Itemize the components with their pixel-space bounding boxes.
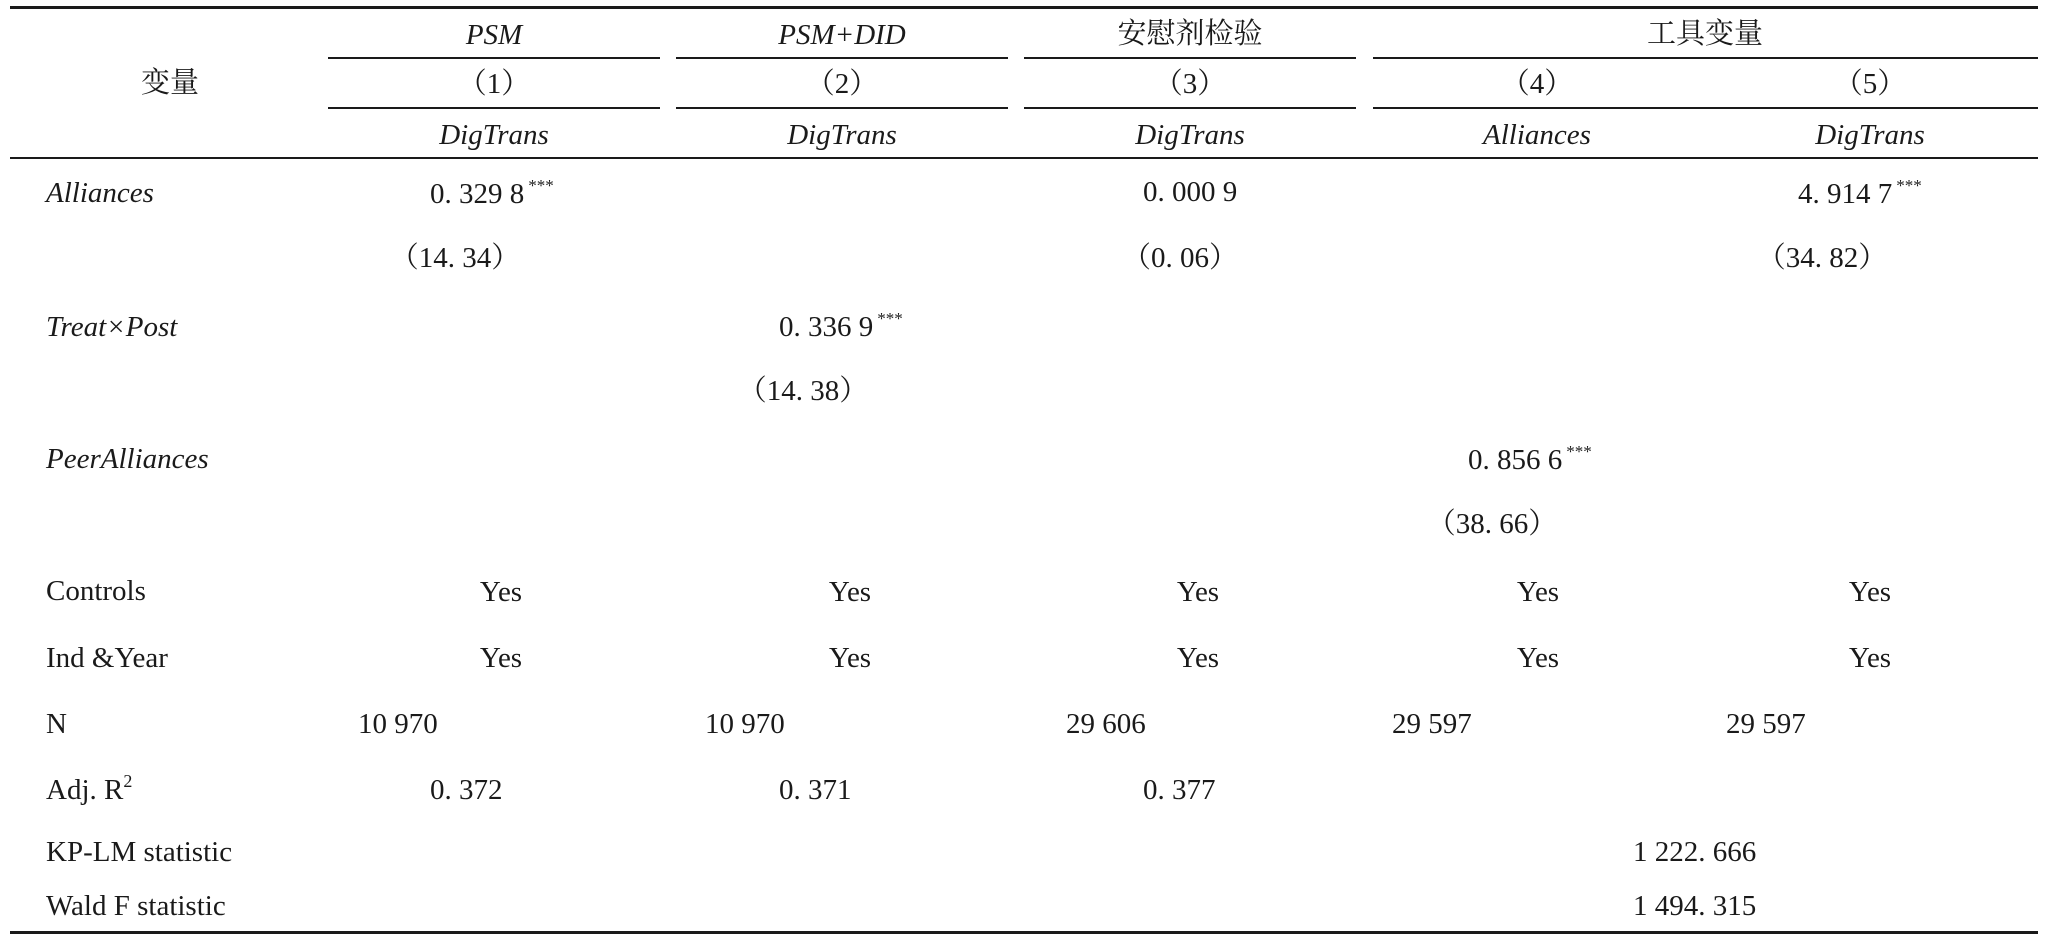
row-label-treat-post: Treat×Post [46,311,178,343]
column-number-5: （5） [1833,68,1907,100]
coef-alliances-col1 [430,176,554,210]
tstat-alliances-col1: （14. 34） [389,242,521,274]
coef-value: 0. 329 8 [430,178,525,210]
row-label-controls: Controls [46,575,146,607]
colnum-underline-1 [328,107,660,109]
colnum-underline-3 [1024,107,1356,109]
row-label-alliances: Alliances [46,177,154,209]
controls-col5: Yes [1848,576,1892,608]
controls-col2: Yes [828,576,872,608]
tstat-alliances-col3: （0. 06） [1121,242,1239,274]
variable-header: 变量 [140,67,200,99]
n-col1: 10 970 [358,708,438,740]
ind-year-col1: Yes [479,642,523,674]
group-header-iv: 工具变量 [1646,18,1764,50]
dependent-variable-3: DigTrans [1135,119,1245,151]
ind-year-col2: Yes [828,642,872,674]
wald-f-value: 1 494. 315 [1633,890,1757,922]
group-underline-psm-did [676,57,1008,59]
row-label-adj-r2 [46,771,133,806]
adj-r-label: Adj. R [46,774,124,806]
row-label-n: N [46,708,67,740]
column-number-3: （3） [1153,68,1227,100]
significance-stars: *** [1896,176,1922,195]
coef-value: 0. 336 9 [779,311,874,343]
group-underline-iv [1373,57,2038,59]
ind-year-col3: Yes [1176,642,1220,674]
superscript-2: 2 [123,771,133,791]
significance-stars: *** [528,176,554,195]
dependent-variable-4: Alliances [1483,119,1591,151]
coef-treat-post-col2 [779,309,903,343]
controls-col1: Yes [479,576,523,608]
adj-r2-col2: 0. 371 [779,774,852,806]
controls-col3: Yes [1176,576,1220,608]
coef-value: 4. 914 7 [1798,178,1893,210]
bottom-rule [10,931,2038,934]
tstat-peer-alliances-col4: （38. 66） [1426,508,1558,540]
coef-value: 0. 856 6 [1468,444,1563,476]
ind-year-col4: Yes [1516,642,1560,674]
top-rule [10,6,2038,9]
group-header-psm-did: PSM+DID [778,19,906,51]
significance-stars: *** [877,309,903,328]
dependent-variable-1: DigTrans [439,119,549,151]
row-label-peer-alliances: PeerAlliances [46,443,209,475]
group-underline-placebo [1024,57,1356,59]
coef-alliances-col5 [1798,176,1922,210]
coef-peer-alliances-col4 [1468,442,1592,476]
column-number-2: （2） [805,68,879,100]
n-col5: 29 597 [1726,708,1806,740]
row-label-ind-year: Ind &Year [46,642,168,674]
coef-alliances-col3: 0. 000 9 [1143,176,1238,208]
adj-r2-col1: 0. 372 [430,774,503,806]
significance-stars: *** [1566,442,1592,461]
n-col2: 10 970 [705,708,785,740]
n-col3: 29 606 [1066,708,1146,740]
colnum-underline-2 [676,107,1008,109]
colnum-underline-4-5 [1373,107,2038,109]
header-bottom-rule [10,157,2038,159]
dependent-variable-5: DigTrans [1815,119,1925,151]
column-number-1: （1） [457,68,531,100]
tstat-treat-post-col2: （14. 38） [737,375,869,407]
group-header-psm: PSM [465,19,523,51]
controls-col4: Yes [1516,576,1560,608]
group-underline-psm [328,57,660,59]
row-label-wald-f: Wald F statistic [46,890,226,922]
adj-r2-col3: 0. 377 [1143,774,1216,806]
group-header-placebo: 安慰剂检验 [1117,18,1263,50]
column-number-4: （4） [1500,68,1574,100]
dependent-variable-2: DigTrans [787,119,897,151]
n-col4: 29 597 [1392,708,1472,740]
tstat-alliances-col5: （34. 82） [1756,242,1888,274]
ind-year-col5: Yes [1848,642,1892,674]
kp-lm-value: 1 222. 666 [1633,836,1757,868]
row-label-kp-lm: KP-LM statistic [46,836,233,868]
